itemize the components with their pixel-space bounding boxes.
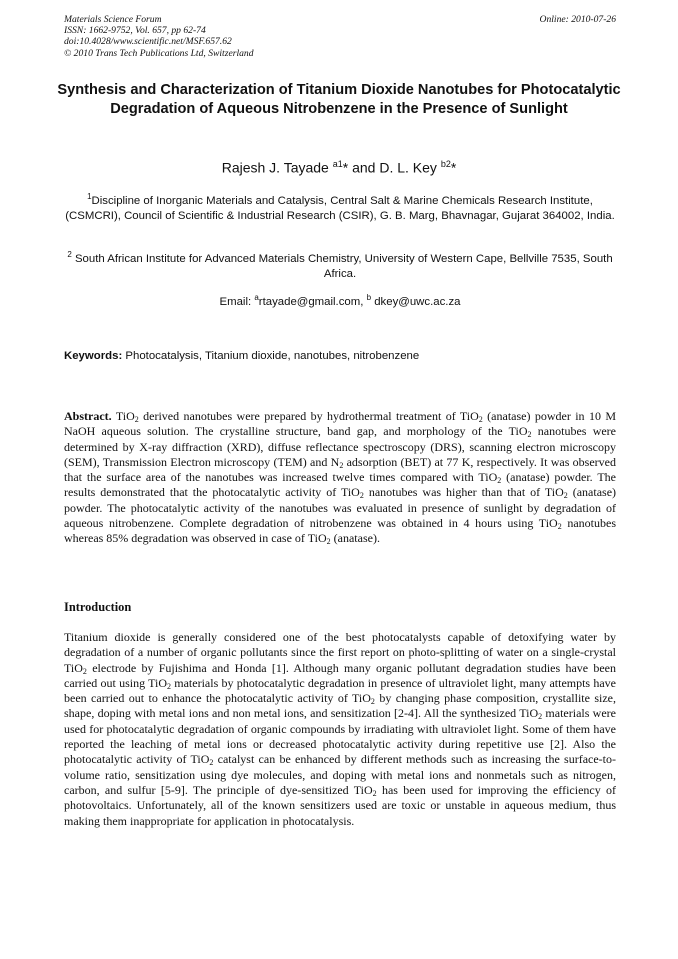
subscript: 2 <box>557 522 562 532</box>
author-2-affil-marker: b2 <box>440 159 451 169</box>
subscript: 2 <box>538 712 543 722</box>
abstract-text: derived nanotubes were prepared by hydrothermal treatment of TiO <box>143 409 479 423</box>
subscript: 2 <box>326 537 331 547</box>
affiliation-1-marker: 1 <box>87 192 92 201</box>
keywords-text: Photocatalysis, Titanium dioxide, nanotubes, nitrobenzene <box>125 350 420 362</box>
subscript: 2 <box>359 491 364 501</box>
abstract <box>64 409 616 547</box>
keywords <box>64 349 616 364</box>
online-date: Online: 2010-07-26 <box>539 14 616 25</box>
abstract-text: (anatase) powder. The photocatalytic activity of the nanotubes was evaluated in presence of sunlight by degradation of aqueous nitrobenzene. Complete degradation of nitrobenzene was obtained in 4 hours using TiO <box>64 485 617 531</box>
abstract-text: nanotubes was higher than that of TiO <box>368 485 564 500</box>
subscript: 2 <box>339 460 344 470</box>
abstract-text: TiO <box>115 409 135 423</box>
intro-text: materials by photocatalytic degradation in presence of ultraviolet light, many attempts have been carried out to enhance the photocatalytic activity of TiO <box>64 675 616 706</box>
email-line <box>64 290 616 310</box>
abstract-text: TiO <box>307 531 327 546</box>
intro-text: Titanium dioxide is generally considered one of the best photocatalysts capable of detoxifying water by degradation of a number of organic pollutants since the first report on photo-splitting of water on a single-crystal TiO <box>64 630 616 675</box>
author-1-corresponding-star: * <box>342 159 349 176</box>
email-b-marker: b <box>366 293 372 302</box>
intro-text: has been used for improving the efficiency of photovoltaics. Unfortunately, all of the known sensitizers used are toxic or unstable in aqueous medium, thus making them inappropriate for application in photocatalysis. <box>64 782 617 828</box>
journal-doi: doi:10.4028/www.scientific.net/MSF.657.62 <box>64 36 232 48</box>
affiliation-2-marker: 2 <box>67 250 72 259</box>
section-heading-introduction: Introduction <box>64 600 132 614</box>
abstract-text: (anatase) powder. The results demonstrated that the photocatalytic activity of TiO <box>64 470 616 500</box>
introduction-paragraph <box>64 630 616 829</box>
journal-header <box>64 14 616 59</box>
journal-copyright: © 2010 Trans Tech Publications Ltd, Switzerland <box>64 47 254 59</box>
subscript: 2 <box>478 415 483 424</box>
abstract-label: Abstract. <box>64 409 112 423</box>
intro-text: by changing phase composition, crystallite size, shape, doping with metal ions and non metal ions, and sensitization [2-4]. All the synthesized TiO <box>64 691 616 721</box>
subscript: 2 <box>370 697 375 707</box>
intro-text: materials were used for photocatalytic degradation of organic compounds by irradiating with ultraviolet light. Some of them have reported the leaching of metal ions or decreased photocatalytic activity during repetitive use [2]. Also the photocatalytic activity of TiO <box>64 706 616 767</box>
abstract-text: nanotubes whereas 85% degradation was observed in case of <box>64 516 617 546</box>
paper-title: Synthesis and Characterization of Titanium Dioxide Nanotubes for Photocatalytic Degradation of Aqueous Nitrobenzene in the Presence of Sunlight <box>57 82 621 117</box>
affiliation-2 <box>64 247 616 282</box>
abstract-text: (anatase). <box>333 531 380 546</box>
email-b-address[interactable]: dkey@uwc.ac.za <box>374 295 461 308</box>
subscript: 2 <box>372 788 377 798</box>
author-line <box>52 155 626 177</box>
subscript: 2 <box>209 758 214 768</box>
email-label: Email: <box>219 295 252 308</box>
journal-name: Materials Science Forum <box>64 14 162 25</box>
intro-text: electrode by Fujishima and Honda [1]. Although many organic pollutant degradation studies have been carried out using TiO <box>64 660 617 690</box>
abstract-text: (anatase) powder in 10 M NaOH aqueous solution. The crystalline structure, band gap, and morphology of the TiO <box>64 409 616 439</box>
author-2-corresponding-star: * <box>450 159 457 176</box>
affiliation-1 <box>64 189 616 224</box>
intro-text: catalyst can be enhanced by different methods such as increasing the surface-to-volume ratio, sensitization using dye molecules, and doping with metal ions and nonmetals such as nitrogen, carbon, and sulfur [5-9]. The principle of dye-sensitized TiO <box>64 752 617 797</box>
author-2-name: D. L. Key <box>379 159 437 176</box>
subscript: 2 <box>527 430 532 440</box>
abstract-text: adsorption (BET) at 77 K, respectively. It was observed that the surface area of the nanotubes was increased twelve times compared with TiO <box>64 454 616 485</box>
abstract-text: nanotubes were determined by X-ray diffraction (XRD), diffuse reflectance spectroscopy (DRS), scanning electron microscopy (SEM), Transmission Electron microscopy (TEM) and N <box>64 424 617 469</box>
subscript: 2 <box>497 476 502 486</box>
author-1-affil-marker: a1 <box>332 159 343 169</box>
author-1-name: Rajesh J. Tayade <box>221 159 329 176</box>
journal-issn: ISSN: 1662-9752, Vol. 657, pp 62-74 <box>64 25 206 37</box>
author-conjunction: and <box>352 159 376 176</box>
subscript: 2 <box>134 415 139 424</box>
subscript: 2 <box>563 491 568 501</box>
affiliation-1-text: Discipline of Inorganic Materials and Catalysis, Central Salt & Marine Chemicals Research Institute, (CSMCRI), Council of Scientific & Industrial Research (CSIR), G. B. Marg, Bhavnagar, Gujarat 364002, India. <box>65 194 615 222</box>
affiliation-2-text: South African Institute for Advanced Materials Chemistry, University of Western Cape, Bellville 7535, South Africa. <box>74 252 613 280</box>
keywords-label: Keywords: <box>64 350 123 362</box>
email-a-marker: a <box>254 293 259 302</box>
email-a-address[interactable]: rtayade@gmail.com, <box>258 295 364 308</box>
subscript: 2 <box>82 666 87 676</box>
subscript: 2 <box>167 681 172 691</box>
